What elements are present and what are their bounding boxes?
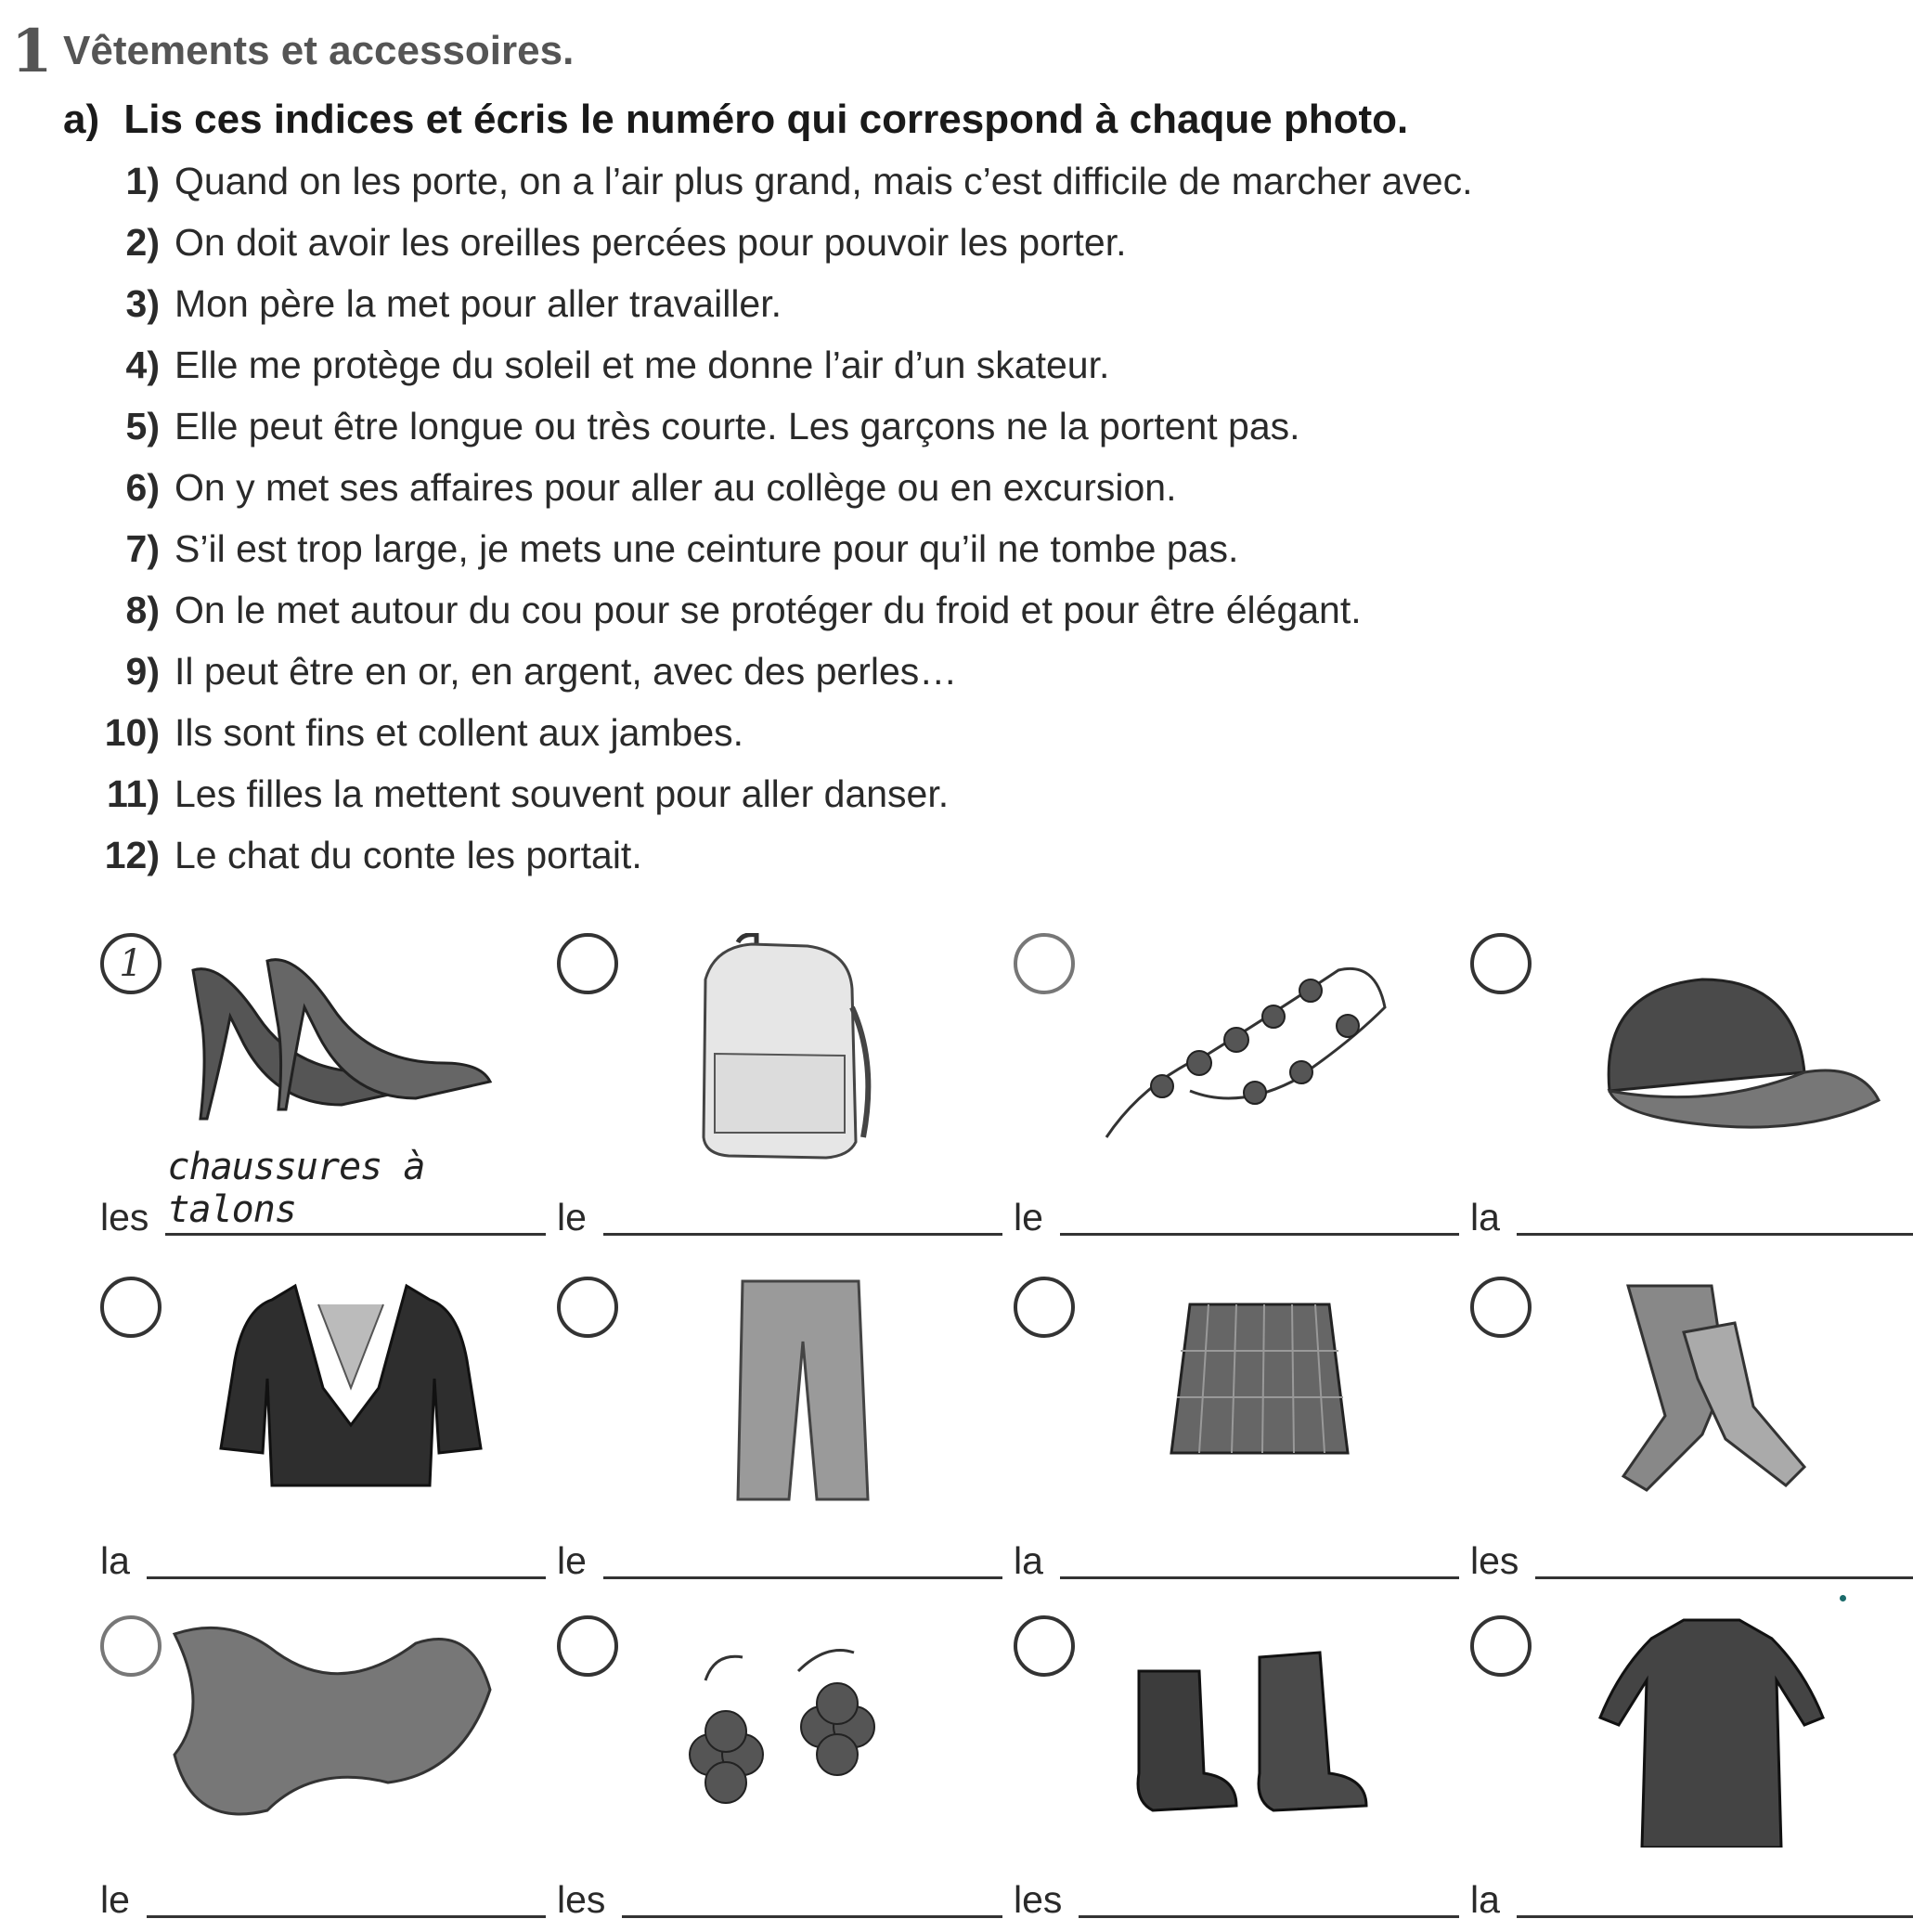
clue-11 <box>82 772 1845 828</box>
answer-row <box>1470 1527 1913 1583</box>
clue-number: 2) <box>125 221 160 264</box>
photo-card <box>100 1615 546 1931</box>
answer-row <box>100 1146 546 1239</box>
exercise-title: Vêtements et accessoires. <box>63 28 575 73</box>
answer-row <box>1470 1866 1913 1922</box>
photo-card <box>557 1615 1002 1931</box>
instruction-label: a) <box>63 97 100 142</box>
boots-icon <box>1069 1615 1441 1848</box>
handwritten-answer: chaussures à talons <box>167 1146 425 1231</box>
clue-text: Le chat du conte les portait. <box>174 834 642 876</box>
clue-text: Elle peut être longue ou très courte. Les garçons ne la portent pas. <box>174 405 1300 447</box>
answer-row <box>1014 1527 1459 1583</box>
clue-10 <box>82 711 1845 767</box>
clue-number: 7) <box>125 527 160 570</box>
clue-number: 6) <box>125 466 160 509</box>
instruction <box>63 97 1408 143</box>
clue-9 <box>82 650 1845 706</box>
cap-icon <box>1526 933 1897 1165</box>
high-heels-icon <box>156 933 527 1165</box>
answer-row <box>100 1527 546 1583</box>
number-circle[interactable] <box>1470 933 1532 994</box>
clue-number: 11) <box>107 772 160 815</box>
photo-card <box>1014 1277 1459 1592</box>
clue-6 <box>82 466 1845 522</box>
backpack-icon <box>613 933 984 1165</box>
dress-icon <box>1526 1615 1897 1848</box>
answer-line[interactable] <box>603 1186 1002 1236</box>
article: la <box>1470 1878 1500 1921</box>
article: les <box>100 1196 149 1238</box>
tights-icon <box>1526 1277 1897 1509</box>
clue-number: 9) <box>125 650 160 693</box>
clue-5 <box>82 405 1845 460</box>
photo-card <box>1470 1615 1913 1931</box>
answer-row <box>557 1184 1002 1239</box>
answer-row <box>1470 1184 1913 1239</box>
exercise-number: 1 <box>11 17 53 86</box>
instruction-text: Lis ces indices et écris le numéro qui correspond à chaque photo. <box>123 97 1409 142</box>
article: les <box>1014 1878 1063 1921</box>
clue-text: Elle me protège du soleil et me donne l’air d’un skateur. <box>174 344 1110 386</box>
article: les <box>557 1878 606 1921</box>
photo-card <box>100 1277 546 1592</box>
photo-card <box>557 1277 1002 1592</box>
clue-number: 4) <box>125 344 160 386</box>
answer-line[interactable] <box>1060 1530 1459 1579</box>
number-circle[interactable] <box>1470 1615 1532 1677</box>
answer-row <box>557 1527 1002 1583</box>
number-circle[interactable] <box>557 1277 618 1338</box>
clue-text: Mon père la met pour aller travailler. <box>174 282 782 325</box>
number-circle[interactable] <box>1014 933 1075 994</box>
answer-line[interactable] <box>165 1146 546 1236</box>
earrings-icon <box>613 1615 984 1848</box>
clue-text: On doit avoir les oreilles percées pour pouvoir les porter. <box>174 221 1127 264</box>
article: le <box>1014 1196 1043 1238</box>
answer-line[interactable] <box>603 1530 1002 1579</box>
number-circle[interactable]: 1 <box>100 933 162 994</box>
number-circle[interactable] <box>100 1277 162 1338</box>
answer-line[interactable] <box>1535 1530 1913 1579</box>
photo-card <box>1014 1615 1459 1931</box>
clue-8 <box>82 589 1845 644</box>
number-circle[interactable] <box>1470 1277 1532 1338</box>
photo-card <box>557 933 1002 1249</box>
clue-number: 8) <box>125 589 160 631</box>
clue-text: Il peut être en or, en argent, avec des perles… <box>174 650 958 693</box>
article: le <box>557 1539 587 1582</box>
clue-text: On y met ses affaires pour aller au collège ou en excursion. <box>174 466 1177 509</box>
clue-text: Les filles la mettent souvent pour aller danser. <box>174 772 950 815</box>
number-circle[interactable] <box>557 1615 618 1677</box>
clue-text: On le met autour du cou pour se protéger du froid et pour être élégant. <box>174 589 1362 631</box>
clue-number: 10) <box>104 711 160 754</box>
clue-text: Quand on les porte, on a l’air plus grand, mais c’est difficile de marcher avec. <box>174 160 1473 202</box>
answer-line[interactable] <box>1060 1186 1459 1236</box>
article: la <box>1014 1539 1043 1582</box>
number-circle[interactable] <box>100 1615 162 1677</box>
answer-line[interactable] <box>147 1869 546 1918</box>
jacket-icon <box>156 1277 527 1509</box>
necklace-icon <box>1069 933 1441 1165</box>
photo-card <box>1470 933 1913 1249</box>
clue-7 <box>82 527 1845 583</box>
article: la <box>100 1539 130 1582</box>
clue-text: Ils sont fins et collent aux jambes. <box>174 711 744 754</box>
answer-line[interactable] <box>1517 1186 1913 1236</box>
number-circle[interactable] <box>1014 1277 1075 1338</box>
answer-line[interactable] <box>147 1530 546 1579</box>
ink-dot <box>1840 1595 1846 1601</box>
number-circle[interactable] <box>557 933 618 994</box>
clue-number: 5) <box>125 405 160 447</box>
clue-number: 3) <box>125 282 160 325</box>
photo-card <box>100 933 546 1249</box>
article: les <box>1470 1539 1519 1582</box>
skirt-icon <box>1069 1277 1441 1509</box>
article: le <box>100 1878 130 1921</box>
clue-4 <box>82 344 1845 399</box>
clue-number: 1) <box>125 160 160 202</box>
answer-line[interactable] <box>1079 1869 1459 1918</box>
clue-2 <box>82 221 1845 277</box>
scarf-icon <box>156 1615 527 1848</box>
clue-3 <box>82 282 1845 338</box>
trousers-icon <box>613 1277 984 1509</box>
answer-row <box>100 1866 546 1922</box>
answer-line[interactable] <box>1517 1869 1913 1918</box>
answer-row <box>1014 1866 1459 1922</box>
clue-12 <box>82 834 1845 889</box>
clue-text: S’il est trop large, je mets une ceinture pour qu’il ne tombe pas. <box>174 527 1239 570</box>
photo-card <box>1014 933 1459 1249</box>
answer-row <box>1014 1184 1459 1239</box>
clue-number: 12) <box>104 834 160 876</box>
answer-row <box>557 1866 1002 1922</box>
article: la <box>1470 1196 1500 1238</box>
article: le <box>557 1196 587 1238</box>
clue-1 <box>82 160 1845 215</box>
answer-line[interactable] <box>622 1869 1002 1918</box>
number-circle[interactable] <box>1014 1615 1075 1677</box>
photo-card <box>1470 1277 1913 1592</box>
